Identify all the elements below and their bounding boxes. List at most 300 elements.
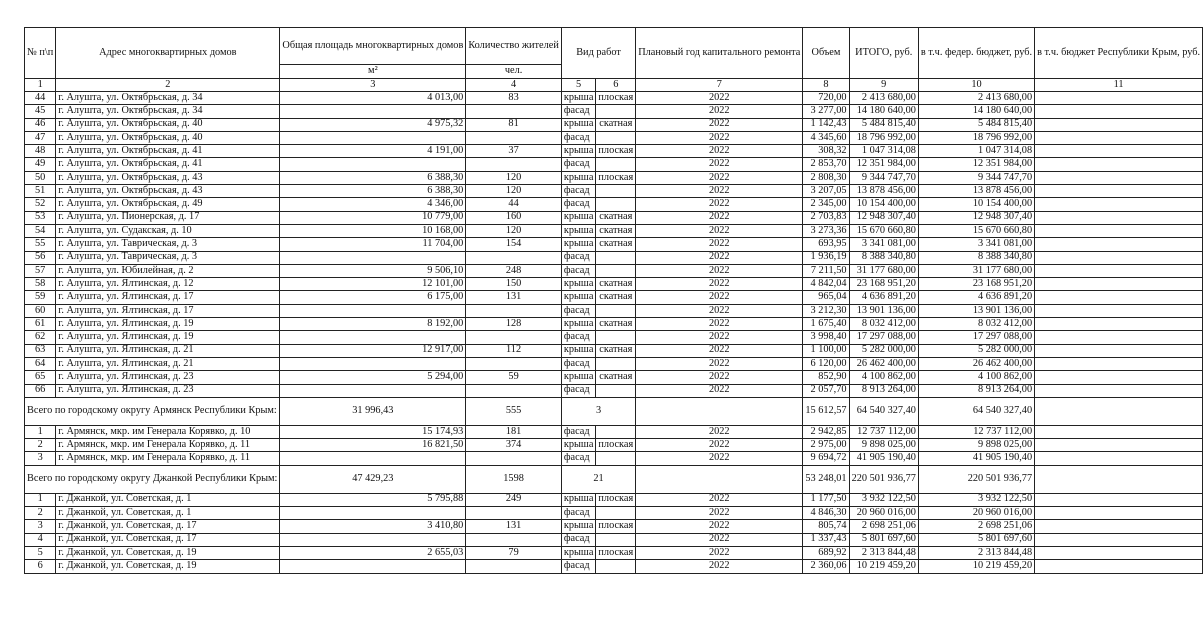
cell-crimea-budget: [1035, 118, 1203, 131]
cell-crimea-budget: [1035, 465, 1203, 493]
cell-crimea-budget: [1035, 185, 1203, 198]
cell-volume: 3 998,40: [803, 331, 849, 344]
cell-area: 16 821,50: [280, 439, 466, 452]
table-row: [25, 158, 1203, 171]
cell-address: г. Армянск, мкр. им Генерала Корявко, д. 11: [56, 439, 280, 452]
col-header-planned-year: Плановый год капитального ремонта: [636, 28, 803, 79]
cell-area: 6 388,30: [280, 185, 466, 198]
cell-residents: 131: [466, 291, 562, 304]
cell-year: 2022: [636, 546, 803, 559]
cell-crimea-budget: [1035, 344, 1203, 357]
cell-roof-type: скатная: [596, 278, 636, 291]
cell-residents: 555: [466, 397, 562, 425]
cell-total: 9 344 747,70: [849, 171, 918, 184]
cell-address: г. Алушта, ул. Ялтинская, д. 17: [56, 291, 280, 304]
cell-area: 11 704,00: [280, 238, 466, 251]
cell-year: [636, 397, 803, 425]
table-row: [25, 384, 1203, 397]
unit-residents: чел.: [466, 65, 562, 79]
cell-address: г. Алушта, ул. Ялтинская, д. 17: [56, 304, 280, 317]
table-row: [25, 546, 1203, 559]
cell-volume: 2 853,70: [803, 158, 849, 171]
cell-work-type: фасад: [561, 331, 596, 344]
cell-roof-type: скатная: [596, 238, 636, 251]
cell-area: 15 174,93: [280, 425, 466, 438]
cell-volume: 1 675,40: [803, 318, 849, 331]
cell-address: г. Джанкой, ул. Советская, д. 19: [56, 546, 280, 559]
cell-total: 23 168 951,20: [849, 278, 918, 291]
cell-work-type: фасад: [561, 425, 596, 438]
cell-year: 2022: [636, 318, 803, 331]
col-header-address: Адрес многоквартирных домов: [56, 28, 280, 79]
cell-number: 65: [25, 371, 56, 384]
cell-residents: [466, 560, 562, 573]
cell-federal: 4 100 862,00: [918, 371, 1034, 384]
cell-work-type: крыша: [561, 118, 596, 131]
col-num: 10: [918, 79, 1034, 92]
cell-number: 4: [25, 533, 56, 546]
cell-number: 63: [25, 344, 56, 357]
cell-number: 56: [25, 251, 56, 264]
cell-year: 2022: [636, 560, 803, 573]
cell-crimea-budget: [1035, 304, 1203, 317]
cell-federal: 9 344 747,70: [918, 171, 1034, 184]
cell-year: 2022: [636, 224, 803, 237]
cell-federal: 31 177 680,00: [918, 264, 1034, 277]
col-num: 11: [1035, 79, 1203, 92]
cell-year: 2022: [636, 118, 803, 131]
cell-address: г. Алушта, ул. Ялтинская, д. 23: [56, 384, 280, 397]
cell-federal: 3 932 122,50: [918, 493, 1034, 506]
cell-roof-type: [596, 264, 636, 277]
cell-federal: 12 948 307,40: [918, 211, 1034, 224]
cell-volume: 6 120,00: [803, 357, 849, 370]
cell-federal: 10 219 459,20: [918, 560, 1034, 573]
cell-roof-type: скатная: [596, 118, 636, 131]
col-num: 4: [466, 79, 562, 92]
table-row: [25, 251, 1203, 264]
cell-area: 8 192,00: [280, 318, 466, 331]
cell-roof-type: скатная: [596, 291, 636, 304]
cell-number: 66: [25, 384, 56, 397]
cell-area: 31 996,43: [280, 397, 466, 425]
cell-roof-type: [596, 533, 636, 546]
cell-roof-type: плоская: [596, 493, 636, 506]
summary-label: Всего по городскому округу Джанкой Республики Крым:: [25, 465, 280, 493]
cell-work-type: крыша: [561, 278, 596, 291]
cell-crimea-budget: [1035, 452, 1203, 465]
cell-area: [280, 251, 466, 264]
cell-address: г. Армянск, мкр. им Генерала Корявко, д. 11: [56, 452, 280, 465]
cell-total: 5 801 697,60: [849, 533, 918, 546]
cell-federal: 8 388 340,80: [918, 251, 1034, 264]
cell-number: 61: [25, 318, 56, 331]
cell-area: 4 975,32: [280, 118, 466, 131]
cell-residents: [466, 251, 562, 264]
col-num: 8: [803, 79, 849, 92]
cell-work-type: фасад: [561, 251, 596, 264]
cell-volume: 2 975,00: [803, 439, 849, 452]
cell-total: 5 282 000,00: [849, 344, 918, 357]
cell-volume: 4 345,60: [803, 131, 849, 144]
cell-total: 12 351 984,00: [849, 158, 918, 171]
cell-federal: 15 670 660,80: [918, 224, 1034, 237]
cell-area: 10 168,00: [280, 224, 466, 237]
cell-work-type: крыша: [561, 171, 596, 184]
cell-federal: 12 737 112,00: [918, 425, 1034, 438]
table-row: [25, 507, 1203, 520]
housing-repair-table: [24, 27, 1203, 574]
cell-address: г. Алушта, ул. Ялтинская, д. 12: [56, 278, 280, 291]
cell-roof-type: скатная: [596, 318, 636, 331]
table-row: [25, 533, 1203, 546]
cell-total: 15 670 660,80: [849, 224, 918, 237]
cell-residents: 181: [466, 425, 562, 438]
cell-address: г. Алушта, ул. Октябрьская, д. 41: [56, 145, 280, 158]
cell-federal: 8 913 264,00: [918, 384, 1034, 397]
cell-total: 18 796 992,00: [849, 131, 918, 144]
summary-label: Всего по городскому округу Армянск Республики Крым:: [25, 397, 280, 425]
cell-crimea-budget: [1035, 171, 1203, 184]
cell-roof-type: [596, 357, 636, 370]
cell-residents: 154: [466, 238, 562, 251]
cell-volume: 7 211,50: [803, 264, 849, 277]
cell-work-type: крыша: [561, 439, 596, 452]
cell-year: 2022: [636, 278, 803, 291]
cell-volume: 3 277,00: [803, 105, 849, 118]
cell-residents: [466, 357, 562, 370]
cell-total: 8 032 412,00: [849, 318, 918, 331]
col-num: 3: [280, 79, 466, 92]
cell-total: 10 154 400,00: [849, 198, 918, 211]
cell-crimea-budget: [1035, 211, 1203, 224]
table-row: [25, 304, 1203, 317]
cell-total: 12 737 112,00: [849, 425, 918, 438]
cell-work-type: фасад: [561, 105, 596, 118]
table-row: [25, 452, 1203, 465]
col-header-federal: в т.ч. федер. бюджет, руб.: [918, 28, 1034, 79]
cell-year: 2022: [636, 371, 803, 384]
cell-address: г. Джанкой, ул. Советская, д. 1: [56, 493, 280, 506]
summary-row: [25, 465, 1203, 493]
cell-residents: [466, 131, 562, 144]
table-row: [25, 145, 1203, 158]
cell-area: 5 294,00: [280, 371, 466, 384]
cell-total: 14 180 640,00: [849, 105, 918, 118]
cell-crimea-budget: [1035, 439, 1203, 452]
cell-year: 2022: [636, 131, 803, 144]
cell-crimea-budget: [1035, 105, 1203, 118]
cell-volume: 2 808,30: [803, 171, 849, 184]
cell-year: 2022: [636, 533, 803, 546]
cell-year: 2022: [636, 291, 803, 304]
cell-federal: 18 796 992,00: [918, 131, 1034, 144]
cell-number: 5: [25, 546, 56, 559]
cell-area: [280, 452, 466, 465]
cell-residents: 79: [466, 546, 562, 559]
cell-federal: 23 168 951,20: [918, 278, 1034, 291]
cell-area: 47 429,23: [280, 465, 466, 493]
cell-number: 53: [25, 211, 56, 224]
cell-area: 9 506,10: [280, 264, 466, 277]
cell-residents: 128: [466, 318, 562, 331]
table-row: [25, 331, 1203, 344]
cell-number: 51: [25, 185, 56, 198]
cell-total: 2 313 844,48: [849, 546, 918, 559]
cell-year: 2022: [636, 198, 803, 211]
cell-federal: 1 047 314,08: [918, 145, 1034, 158]
cell-residents: 248: [466, 264, 562, 277]
cell-work-type: крыша: [561, 520, 596, 533]
cell-crimea-budget: [1035, 238, 1203, 251]
cell-address: г. Алушта, ул. Октябрьская, д. 34: [56, 92, 280, 105]
col-num: 1: [25, 79, 56, 92]
cell-volume: 2 703,83: [803, 211, 849, 224]
table-row: [25, 238, 1203, 251]
table-row: [25, 264, 1203, 277]
cell-year: 2022: [636, 344, 803, 357]
cell-crimea-budget: [1035, 397, 1203, 425]
cell-federal: 2 313 844,48: [918, 546, 1034, 559]
cell-year: 2022: [636, 331, 803, 344]
col-num: 7: [636, 79, 803, 92]
cell-roof-type: плоская: [596, 546, 636, 559]
cell-federal: 10 154 400,00: [918, 198, 1034, 211]
cell-area: [280, 331, 466, 344]
cell-total: 8 913 264,00: [849, 384, 918, 397]
cell-roof-type: скатная: [596, 344, 636, 357]
cell-total: 10 219 459,20: [849, 560, 918, 573]
table-row: [25, 171, 1203, 184]
cell-residents: 160: [466, 211, 562, 224]
cell-residents: 83: [466, 92, 562, 105]
cell-area: 12 917,00: [280, 344, 466, 357]
cell-federal: 220 501 936,77: [918, 465, 1034, 493]
col-num: 2: [56, 79, 280, 92]
cell-crimea-budget: [1035, 520, 1203, 533]
cell-total: 4 636 891,20: [849, 291, 918, 304]
cell-federal: 13 878 456,00: [918, 185, 1034, 198]
table-row: [25, 278, 1203, 291]
cell-total: 220 501 936,77: [849, 465, 918, 493]
cell-area: 3 410,80: [280, 520, 466, 533]
cell-federal: 8 032 412,00: [918, 318, 1034, 331]
cell-address: г. Алушта, ул. Октябрьская, д. 43: [56, 171, 280, 184]
cell-address: г. Алушта, ул. Ялтинская, д. 23: [56, 371, 280, 384]
cell-roof-type: [596, 304, 636, 317]
cell-work-type: крыша: [561, 371, 596, 384]
cell-volume: 2 360,06: [803, 560, 849, 573]
cell-roof-type: [596, 185, 636, 198]
cell-roof-type: [596, 105, 636, 118]
table-row: [25, 224, 1203, 237]
cell-residents: 120: [466, 224, 562, 237]
cell-work-type: крыша: [561, 224, 596, 237]
col-header-work-type: Вид работ: [561, 28, 635, 79]
cell-number: 3: [25, 452, 56, 465]
cell-address: г. Алушта, ул. Ялтинская, д. 19: [56, 331, 280, 344]
col-num: 5: [561, 79, 596, 92]
cell-area: [280, 158, 466, 171]
cell-crimea-budget: [1035, 546, 1203, 559]
cell-crimea-budget: [1035, 224, 1203, 237]
table-row: [25, 105, 1203, 118]
cell-federal: 64 540 327,40: [918, 397, 1034, 425]
cell-area: 4 191,00: [280, 145, 466, 158]
cell-volume: 693,95: [803, 238, 849, 251]
cell-address: г. Алушта, ул. Юбилейная, д. 2: [56, 264, 280, 277]
cell-address: г. Джанкой, ул. Советская, д. 17: [56, 520, 280, 533]
cell-federal: 4 636 891,20: [918, 291, 1034, 304]
cell-federal: 5 484 815,40: [918, 118, 1034, 131]
table-header-row: [25, 28, 1203, 65]
cell-address: г. Джанкой, ул. Советская, д. 1: [56, 507, 280, 520]
cell-volume: 15 612,57: [803, 397, 849, 425]
cell-roof-type: [596, 251, 636, 264]
cell-roof-type: [596, 452, 636, 465]
cell-year: 2022: [636, 264, 803, 277]
cell-volume: 53 248,01: [803, 465, 849, 493]
table-row: [25, 185, 1203, 198]
cell-work-count: 3: [561, 397, 635, 425]
cell-number: 45: [25, 105, 56, 118]
table-body: [25, 92, 1203, 574]
cell-roof-type: [596, 198, 636, 211]
cell-number: 1: [25, 425, 56, 438]
cell-federal: 2 698 251,06: [918, 520, 1034, 533]
cell-year: [636, 465, 803, 493]
cell-number: 44: [25, 92, 56, 105]
cell-total: 31 177 680,00: [849, 264, 918, 277]
cell-work-type: фасад: [561, 304, 596, 317]
cell-volume: 308,32: [803, 145, 849, 158]
cell-address: г. Алушта, ул. Октябрьская, д. 49: [56, 198, 280, 211]
cell-year: 2022: [636, 158, 803, 171]
cell-federal: 3 341 081,00: [918, 238, 1034, 251]
cell-federal: 12 351 984,00: [918, 158, 1034, 171]
cell-address: г. Джанкой, ул. Советская, д. 17: [56, 533, 280, 546]
table-row: [25, 118, 1203, 131]
cell-volume: 4 846,30: [803, 507, 849, 520]
cell-address: г. Армянск, мкр. им Генерала Корявко, д. 10: [56, 425, 280, 438]
cell-work-type: крыша: [561, 211, 596, 224]
cell-volume: 720,00: [803, 92, 849, 105]
cell-work-type: фасад: [561, 357, 596, 370]
cell-total: 64 540 327,40: [849, 397, 918, 425]
cell-total: 8 388 340,80: [849, 251, 918, 264]
cell-federal: 2 413 680,00: [918, 92, 1034, 105]
cell-area: 6 388,30: [280, 171, 466, 184]
cell-roof-type: [596, 158, 636, 171]
cell-area: [280, 560, 466, 573]
cell-roof-type: плоская: [596, 145, 636, 158]
cell-volume: 9 694,72: [803, 452, 849, 465]
summary-row: [25, 397, 1203, 425]
cell-federal: 9 898 025,00: [918, 439, 1034, 452]
cell-address: г. Алушта, ул. Октябрьская, д. 41: [56, 158, 280, 171]
cell-roof-type: [596, 425, 636, 438]
cell-work-type: фасад: [561, 533, 596, 546]
cell-year: 2022: [636, 384, 803, 397]
cell-residents: 37: [466, 145, 562, 158]
cell-area: 12 101,00: [280, 278, 466, 291]
col-header-volume: Объем: [803, 28, 849, 79]
cell-total: 9 898 025,00: [849, 439, 918, 452]
cell-roof-type: [596, 131, 636, 144]
cell-volume: 2 057,70: [803, 384, 849, 397]
col-header-number: № п\п: [25, 28, 56, 79]
cell-volume: 1 100,00: [803, 344, 849, 357]
cell-address: г. Алушта, ул. Ялтинская, д. 19: [56, 318, 280, 331]
cell-crimea-budget: [1035, 560, 1203, 573]
cell-year: 2022: [636, 304, 803, 317]
cell-crimea-budget: [1035, 278, 1203, 291]
cell-year: 2022: [636, 185, 803, 198]
cell-total: 20 960 016,00: [849, 507, 918, 520]
cell-area: [280, 384, 466, 397]
col-header-area: Общая площадь многоквартирных домов: [280, 28, 466, 65]
cell-number: 47: [25, 131, 56, 144]
cell-crimea-budget: [1035, 131, 1203, 144]
cell-area: 6 175,00: [280, 291, 466, 304]
cell-crimea-budget: [1035, 251, 1203, 264]
cell-crimea-budget: [1035, 384, 1203, 397]
cell-work-type: фасад: [561, 158, 596, 171]
cell-year: 2022: [636, 507, 803, 520]
cell-volume: 965,04: [803, 291, 849, 304]
cell-crimea-budget: [1035, 264, 1203, 277]
cell-number: 48: [25, 145, 56, 158]
cell-residents: [466, 452, 562, 465]
cell-volume: 1 936,19: [803, 251, 849, 264]
cell-federal: 14 180 640,00: [918, 105, 1034, 118]
unit-area: м²: [280, 65, 466, 79]
col-header-crimea-budget: в т.ч. бюджет Республики Крым, руб.: [1035, 28, 1203, 79]
cell-federal: 5 801 697,60: [918, 533, 1034, 546]
cell-total: 4 100 862,00: [849, 371, 918, 384]
cell-year: 2022: [636, 452, 803, 465]
cell-year: 2022: [636, 357, 803, 370]
cell-roof-type: скатная: [596, 371, 636, 384]
cell-volume: 805,74: [803, 520, 849, 533]
cell-total: 5 484 815,40: [849, 118, 918, 131]
column-number-row: [25, 79, 1203, 92]
cell-federal: 13 901 136,00: [918, 304, 1034, 317]
cell-residents: 81: [466, 118, 562, 131]
cell-work-type: крыша: [561, 145, 596, 158]
cell-address: г. Алушта, ул. Октябрьская, д. 34: [56, 105, 280, 118]
cell-area: 10 779,00: [280, 211, 466, 224]
cell-number: 6: [25, 560, 56, 573]
cell-area: [280, 507, 466, 520]
cell-year: 2022: [636, 145, 803, 158]
cell-crimea-budget: [1035, 507, 1203, 520]
cell-work-type: крыша: [561, 318, 596, 331]
cell-work-type: фасад: [561, 264, 596, 277]
cell-volume: 852,90: [803, 371, 849, 384]
cell-year: 2022: [636, 92, 803, 105]
cell-crimea-budget: [1035, 533, 1203, 546]
cell-address: г. Алушта, ул. Октябрьская, д. 43: [56, 185, 280, 198]
cell-total: 2 698 251,06: [849, 520, 918, 533]
cell-volume: 689,92: [803, 546, 849, 559]
table-row: [25, 92, 1203, 105]
cell-number: 58: [25, 278, 56, 291]
cell-work-type: фасад: [561, 560, 596, 573]
cell-year: 2022: [636, 493, 803, 506]
cell-year: 2022: [636, 251, 803, 264]
col-num: 6: [596, 79, 636, 92]
